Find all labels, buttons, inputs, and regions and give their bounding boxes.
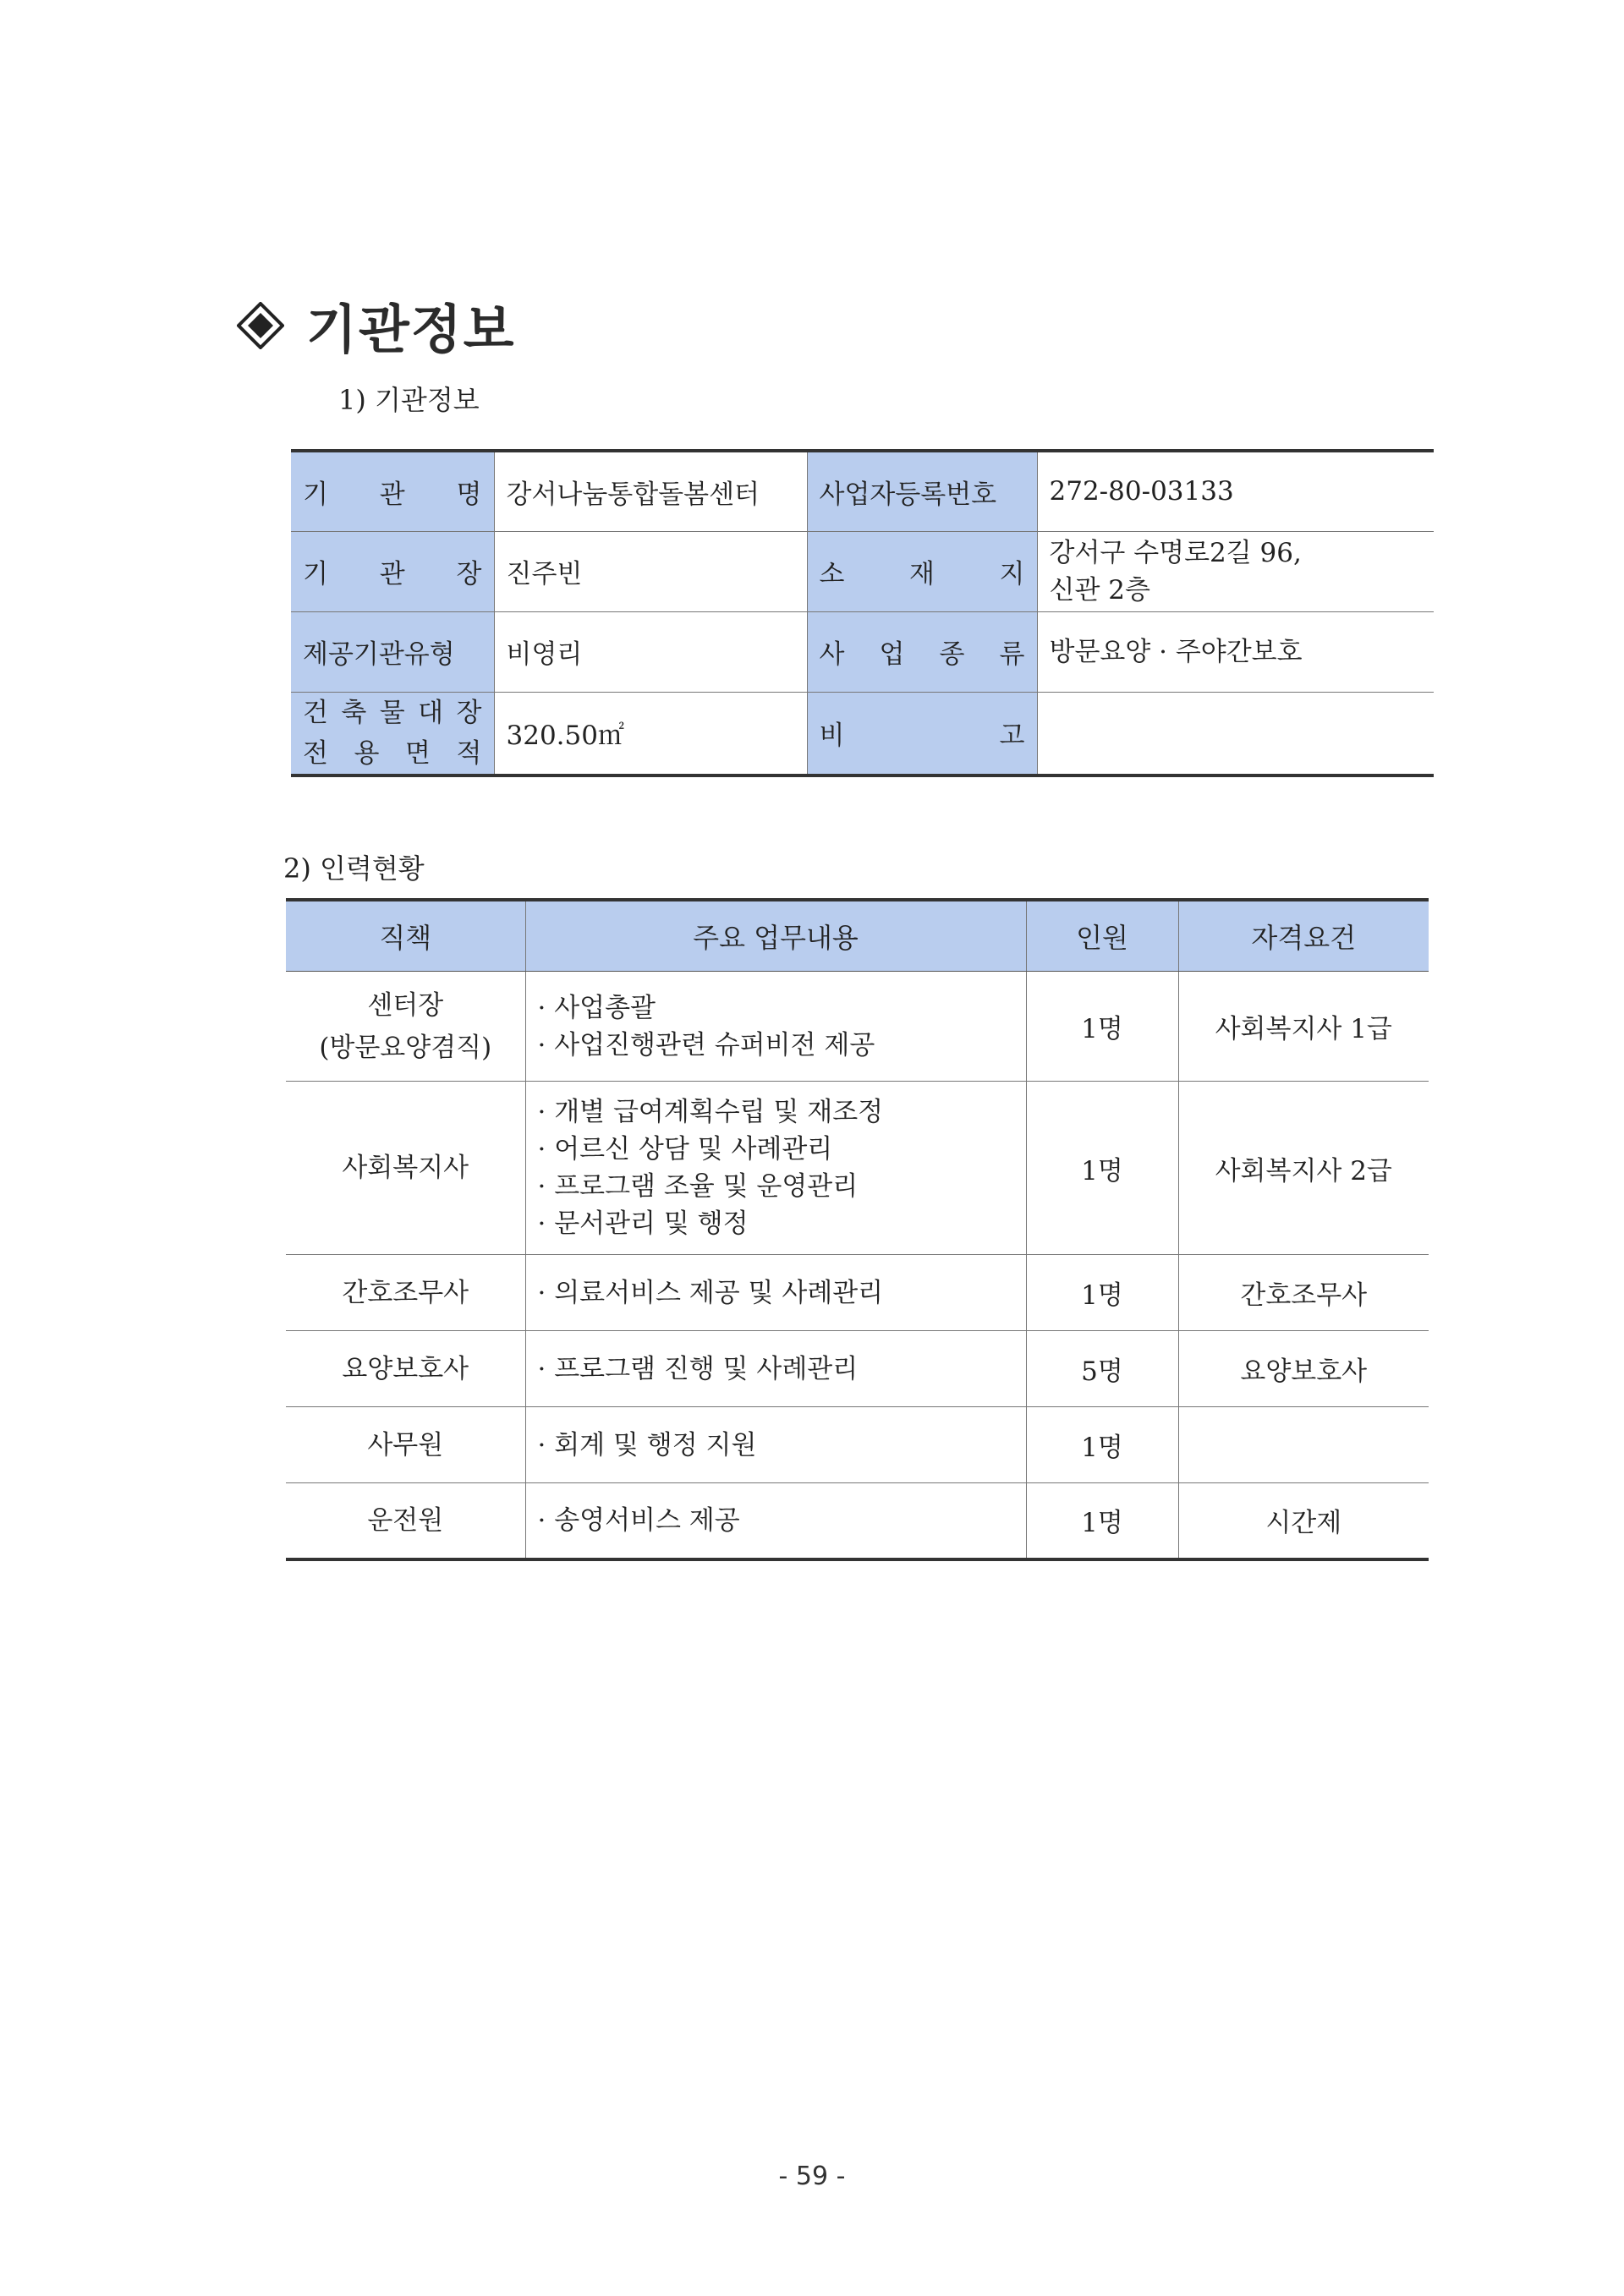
role-cell	[286, 972, 525, 1082]
duty-item: · 개별 급여계획수립 및 재조정	[537, 1097, 884, 1127]
table-row	[286, 1407, 1429, 1483]
info-row	[291, 611, 1434, 692]
label-char: 전	[303, 737, 328, 769]
duties-cell	[525, 1331, 1026, 1407]
label-char: 고	[999, 721, 1025, 751]
duty-item: · 회계 및 행정 지원	[537, 1429, 757, 1460]
info-row	[291, 531, 1434, 611]
role-line: (방문요양겸직)	[319, 1032, 492, 1063]
label-char: 건	[303, 697, 328, 728]
info-label-cell	[291, 531, 494, 611]
section-heading-agency-info: 1) 기관정보	[338, 384, 480, 416]
info-label-cell	[291, 692, 494, 775]
section-heading-staff-status: 2) 인력현황	[283, 852, 425, 885]
duties-cell	[525, 1255, 1026, 1331]
table-row	[286, 1483, 1429, 1559]
qualification-cell	[1178, 1407, 1429, 1483]
column-header: 주요 업무내용	[525, 900, 1026, 972]
role-cell	[286, 1082, 525, 1255]
label-text	[303, 693, 482, 733]
label-text	[303, 633, 482, 671]
label-char: 재	[909, 559, 935, 589]
column-header: 자격요건	[1178, 900, 1429, 972]
qualification-cell: 사회복지사 2급	[1178, 1082, 1429, 1255]
staff-table	[286, 898, 1429, 1561]
label-char: 기	[303, 559, 328, 589]
duty-item: · 어르신 상담 및 사례관리	[537, 1134, 833, 1164]
qualification-cell: 사회복지사 1급	[1178, 972, 1429, 1082]
info-value-line: 방문요양 · 주야간보호	[1049, 636, 1303, 667]
label-char: 종	[939, 639, 965, 670]
label-char: 물	[379, 697, 405, 728]
label-text	[820, 633, 1025, 671]
label-char: 축	[341, 697, 367, 728]
label-char: 관	[379, 479, 405, 510]
info-label-cell	[807, 531, 1037, 611]
column-header: 직책	[286, 900, 525, 972]
label-text	[820, 473, 1025, 511]
label-text	[820, 714, 1025, 752]
role-line: 간호조무사	[342, 1277, 469, 1308]
label-text	[820, 552, 1025, 590]
qualification-cell: 시간제	[1178, 1483, 1429, 1559]
info-label-cell	[291, 451, 494, 531]
label-char: 사업자등록번호	[819, 479, 997, 510]
count-cell: 1명	[1026, 972, 1178, 1082]
label-text	[303, 733, 482, 774]
label-char: 면	[405, 737, 431, 769]
diamond-bullet-icon	[237, 302, 284, 349]
info-value-cell	[1037, 611, 1434, 692]
count-cell: 1명	[1026, 1082, 1178, 1255]
info-value-cell	[1037, 451, 1434, 531]
table-row	[286, 1255, 1429, 1331]
qualification-cell: 요양보호사	[1178, 1331, 1429, 1407]
duties-cell	[525, 972, 1026, 1082]
info-row	[291, 692, 1434, 775]
label-char: 비	[819, 721, 845, 751]
duty-item: · 문서관리 및 행정	[537, 1208, 749, 1239]
label-char: 장	[456, 697, 482, 728]
label-char: 기	[303, 479, 328, 510]
label-text	[303, 473, 482, 511]
info-label-cell	[807, 692, 1037, 775]
label-text	[303, 552, 482, 590]
info-value-line: 272-80-03133	[1049, 476, 1234, 507]
role-line: 사회복지사	[342, 1153, 469, 1183]
label-char: 소	[819, 559, 845, 589]
duty-item: · 사업진행관련 슈퍼비전 제공	[537, 1029, 875, 1060]
label-char: 관	[379, 559, 405, 589]
role-line: 운전원	[367, 1504, 444, 1536]
info-value-cell: 강서나눔통합돌봄센터	[494, 451, 807, 531]
duty-item: · 의료서비스 제공 및 사례관리	[537, 1277, 884, 1308]
label-char: 업	[879, 639, 905, 670]
label-char: 대	[418, 697, 444, 728]
count-cell: 1명	[1026, 1407, 1178, 1483]
label-char: 제공기관유형	[303, 639, 455, 670]
info-value-line: 강서구 수명로2길 96,	[1049, 537, 1302, 568]
qualification-cell: 간호조무사	[1178, 1255, 1429, 1331]
duty-item: · 송영서비스 제공	[537, 1504, 740, 1536]
count-cell: 1명	[1026, 1483, 1178, 1559]
info-value-cell: 320.50㎡	[494, 692, 807, 775]
page-number: - 59 -	[778, 2162, 846, 2191]
duties-cell	[525, 1407, 1026, 1483]
label-char: 명	[456, 479, 482, 510]
agency-info-table	[291, 449, 1434, 777]
duty-item: · 사업총괄	[537, 992, 656, 1023]
duty-item: · 프로그램 조율 및 운영관리	[537, 1171, 859, 1202]
role-line: 사무원	[367, 1429, 444, 1460]
role-cell	[286, 1483, 525, 1559]
table-row	[286, 972, 1429, 1082]
label-char: 적	[456, 737, 482, 769]
duty-item: · 프로그램 진행 및 사례관리	[537, 1353, 859, 1384]
info-label-cell	[291, 611, 494, 692]
table-row	[286, 1082, 1429, 1255]
info-value-cell	[1037, 531, 1434, 611]
info-label-cell	[807, 451, 1037, 531]
label-char: 류	[999, 639, 1025, 670]
label-char: 장	[456, 559, 482, 589]
label-char: 용	[354, 737, 380, 769]
duties-cell	[525, 1082, 1026, 1255]
role-cell	[286, 1255, 525, 1331]
count-cell: 5명	[1026, 1331, 1178, 1407]
info-row	[291, 451, 1434, 531]
info-value-cell: 비영리	[494, 611, 807, 692]
role-line: 센터장	[367, 989, 444, 1021]
role-line: 요양보호사	[342, 1353, 469, 1384]
page-title	[237, 288, 516, 363]
count-cell: 1명	[1026, 1255, 1178, 1331]
info-value-cell	[1037, 692, 1434, 775]
info-label-cell	[807, 611, 1037, 692]
info-value-cell: 진주빈	[494, 531, 807, 611]
column-header: 인원	[1026, 900, 1178, 972]
info-value-line: 신관 2층	[1049, 574, 1150, 606]
table-row	[286, 1331, 1429, 1407]
page-title-text: 기관정보	[306, 299, 516, 360]
label-char: 사	[819, 639, 845, 670]
role-cell	[286, 1331, 525, 1407]
role-cell	[286, 1407, 525, 1483]
label-char: 지	[999, 559, 1025, 589]
duties-cell	[525, 1483, 1026, 1559]
